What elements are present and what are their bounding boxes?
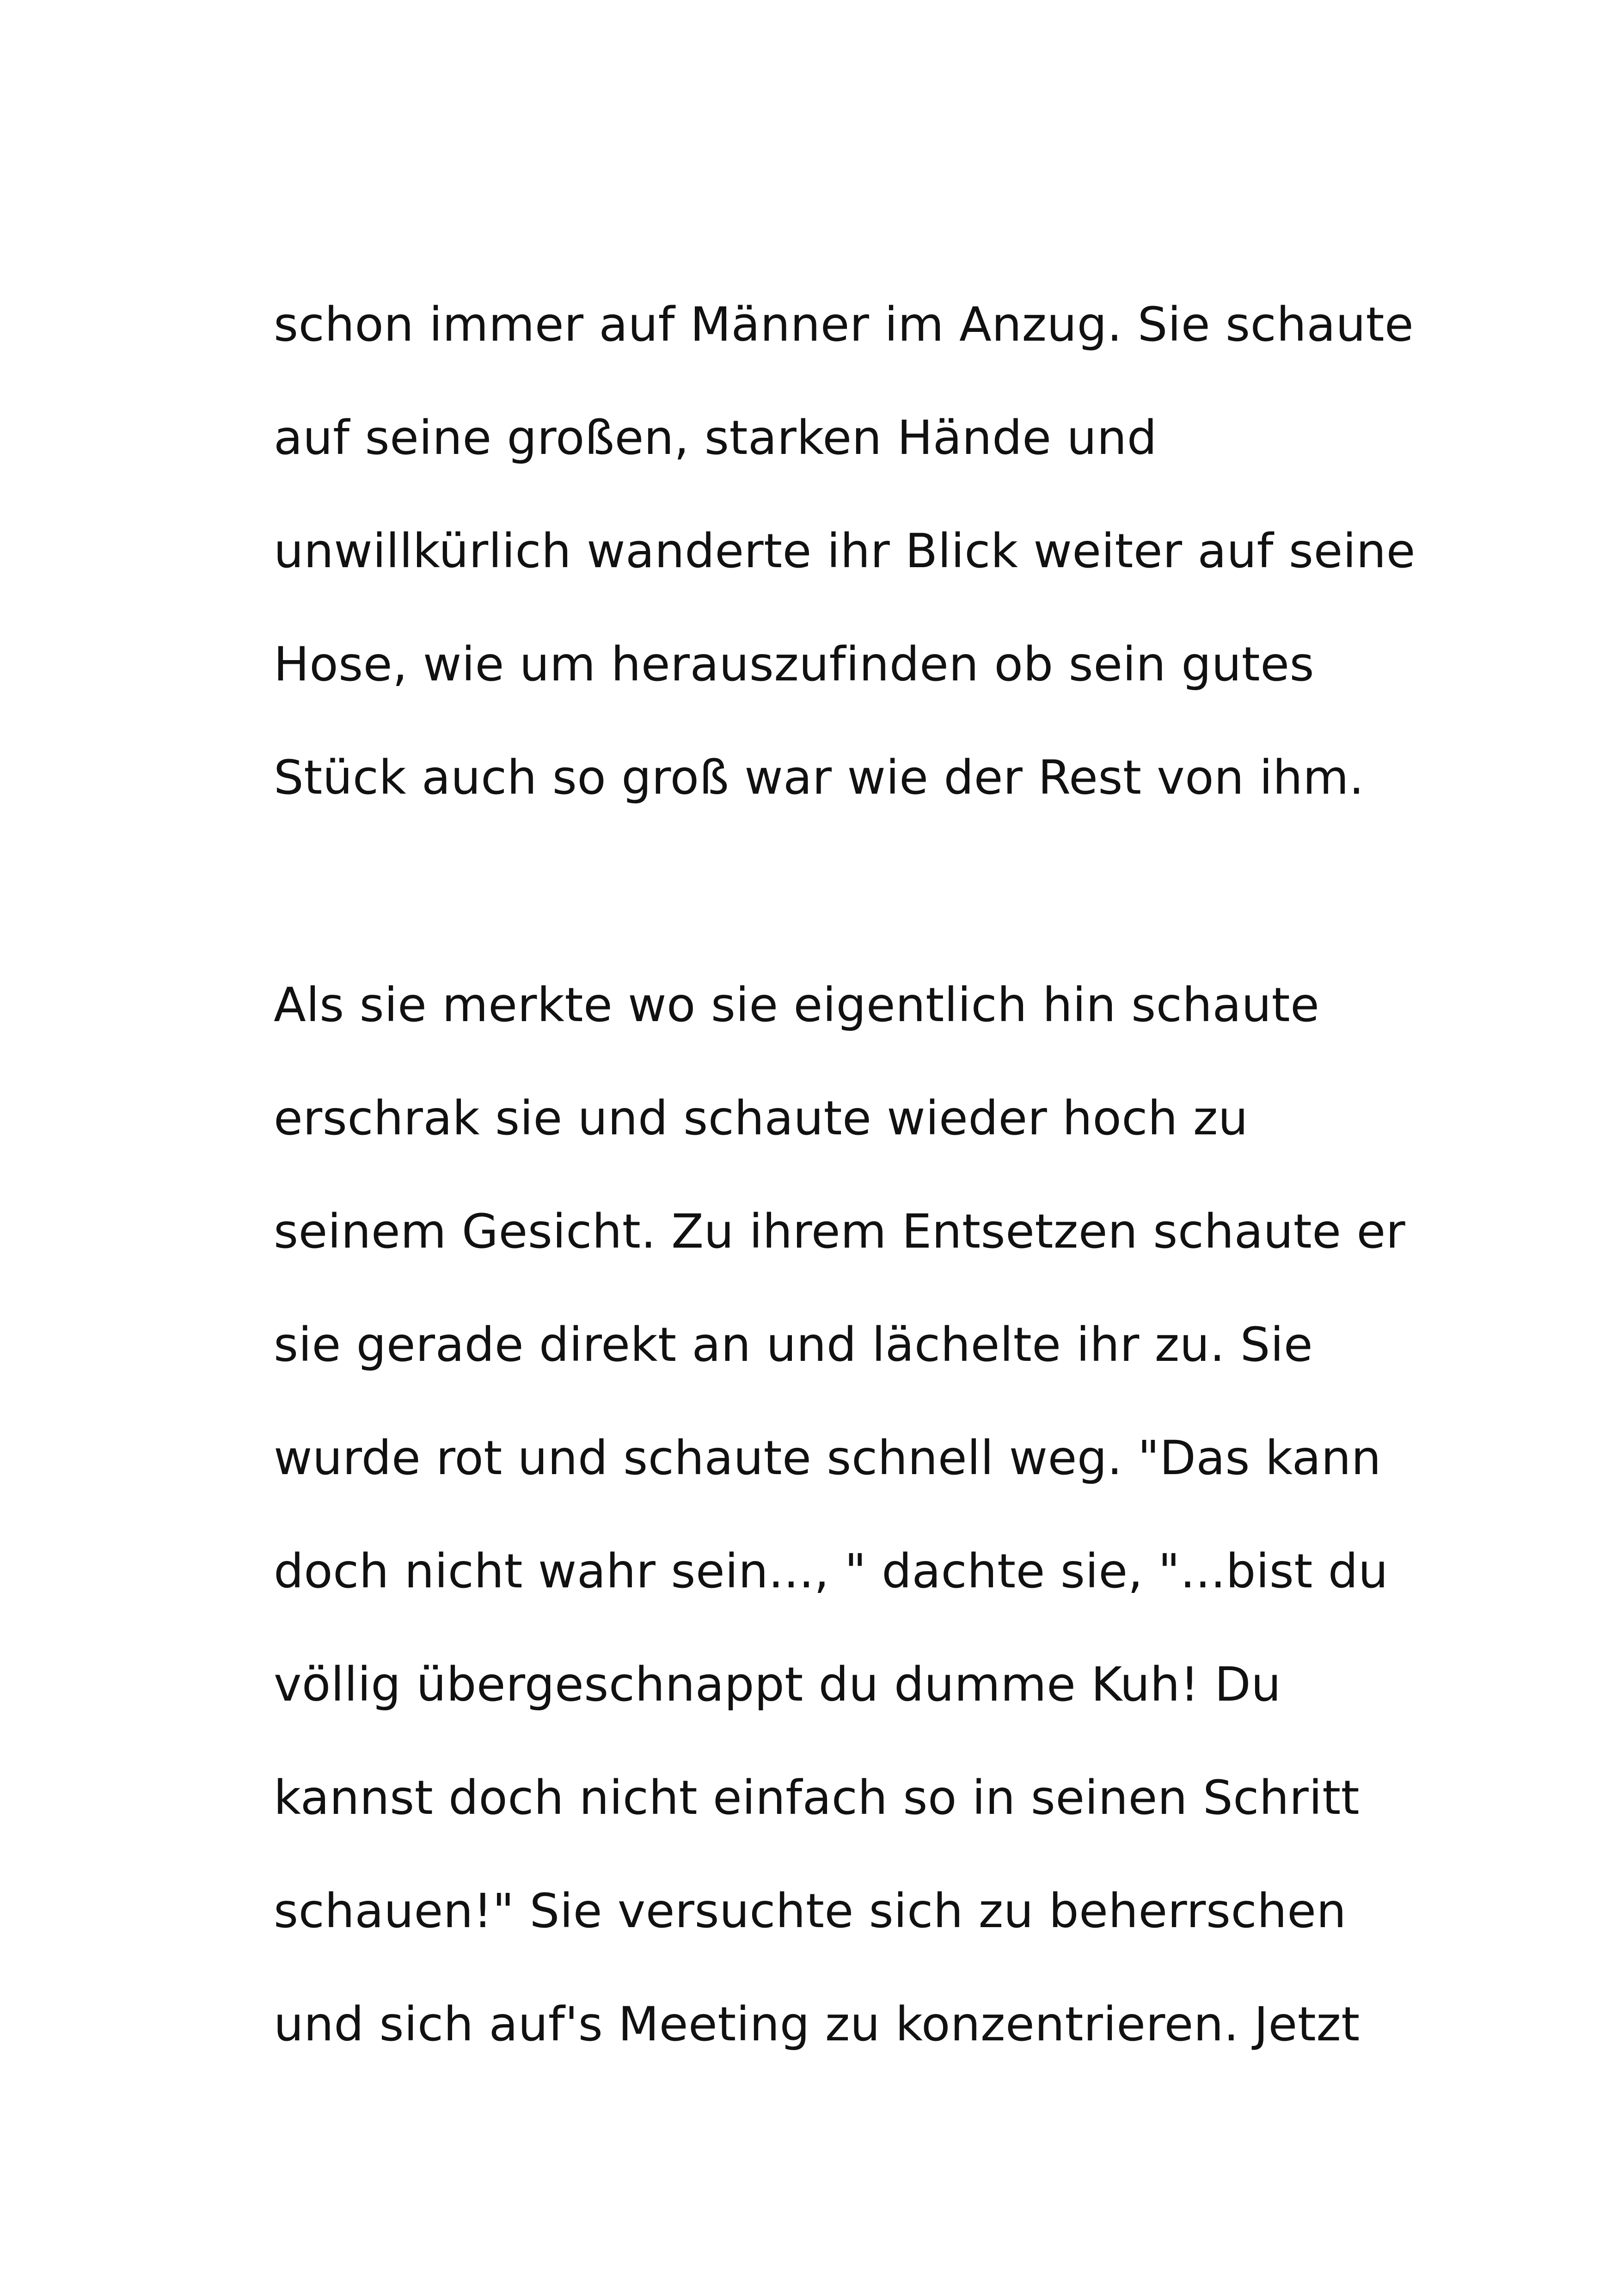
text-line: seinem Gesicht. Zu ihrem Entsetzen schaute er (274, 1204, 1406, 1259)
paragraph-2 (274, 949, 1405, 2081)
text-line: auf seine großen, starken Hände und (274, 410, 1158, 465)
text-line: doch nicht wahr sein..., " dachte sie, "...bist du (274, 1544, 1389, 1599)
text-line: Hose, wie um herauszufinden ob sein gutes (274, 637, 1315, 692)
text-line: und sich auf's Meeting zu konzentrieren. Jetzt (274, 1997, 1360, 2052)
text-line: schauen!" Sie versuchte sich zu beherrschen (274, 1884, 1347, 1939)
text-line: kannst doch nicht einfach so in seinen Schritt (274, 1770, 1360, 1825)
text-line: Stück auch so groß war wie der Rest von ihm. (274, 750, 1365, 805)
text-line: unwillkürlich wanderte ihr Blick weiter auf seine (274, 524, 1416, 579)
paragraph-1 (274, 268, 1416, 834)
text-line: erschrak sie und schaute wieder hoch zu (274, 1091, 1249, 1146)
text-line: völlig übergeschnappt du dumme Kuh! Du (274, 1657, 1281, 1712)
text-line: sie gerade direkt an und lächelte ihr zu. Sie (274, 1317, 1313, 1372)
text-line: schon immer auf Männer im Anzug. Sie schaute (274, 297, 1414, 352)
text-line: Als sie merkte wo sie eigentlich hin schaute (274, 978, 1320, 1033)
text-line: wurde rot und schaute schnell weg. "Das kann (274, 1431, 1382, 1486)
